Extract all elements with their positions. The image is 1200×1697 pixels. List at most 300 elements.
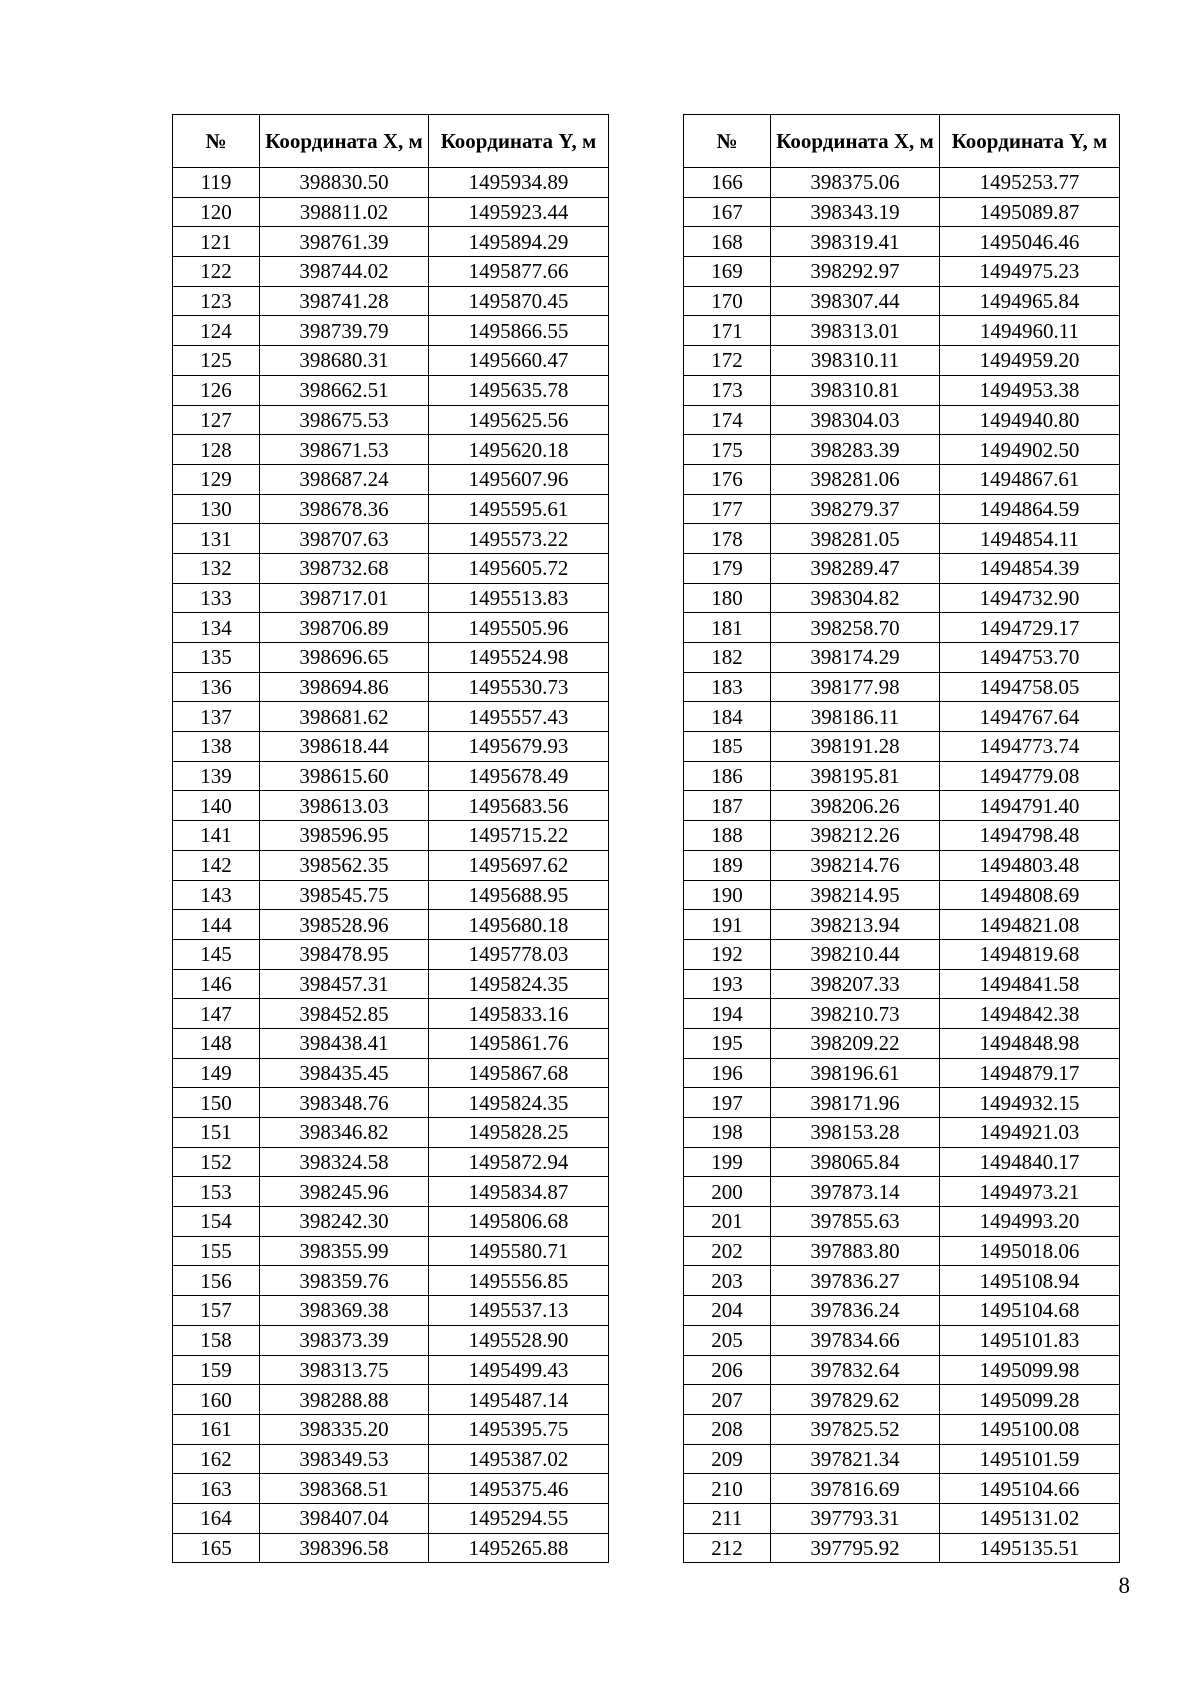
cell-number: 141 bbox=[173, 821, 260, 851]
table-row bbox=[173, 583, 609, 613]
cell-number: 189 bbox=[684, 850, 771, 880]
cell-y: 1495620.18 bbox=[429, 435, 609, 465]
table-row bbox=[684, 316, 1120, 346]
cell-x: 398662.51 bbox=[260, 375, 429, 405]
table-row bbox=[173, 346, 609, 376]
table-row bbox=[684, 850, 1120, 880]
cell-number: 162 bbox=[173, 1444, 260, 1474]
cell-number: 176 bbox=[684, 464, 771, 494]
cell-number: 120 bbox=[173, 197, 260, 227]
cell-y: 1494803.48 bbox=[940, 850, 1120, 880]
cell-x: 397832.64 bbox=[771, 1355, 940, 1385]
table-row bbox=[684, 1236, 1120, 1266]
cell-y: 1495806.68 bbox=[429, 1207, 609, 1237]
cell-x: 397883.80 bbox=[771, 1236, 940, 1266]
cell-x: 397855.63 bbox=[771, 1207, 940, 1237]
cell-x: 398279.37 bbox=[771, 494, 940, 524]
table-row bbox=[684, 1355, 1120, 1385]
cell-y: 1495625.56 bbox=[429, 405, 609, 435]
cell-x: 397816.69 bbox=[771, 1474, 940, 1504]
cell-y: 1494973.21 bbox=[940, 1177, 1120, 1207]
cell-number: 174 bbox=[684, 405, 771, 435]
cell-y: 1495605.72 bbox=[429, 553, 609, 583]
table-row bbox=[684, 1325, 1120, 1355]
cell-number: 121 bbox=[173, 227, 260, 257]
cell-y: 1494975.23 bbox=[940, 257, 1120, 287]
table-header-row bbox=[173, 115, 609, 168]
table-body-right bbox=[684, 168, 1120, 1563]
cell-number: 165 bbox=[173, 1533, 260, 1563]
cell-x: 398304.03 bbox=[771, 405, 940, 435]
cell-number: 129 bbox=[173, 464, 260, 494]
cell-number: 119 bbox=[173, 168, 260, 198]
cell-y: 1495131.02 bbox=[940, 1503, 1120, 1533]
cell-x: 398478.95 bbox=[260, 939, 429, 969]
cell-number: 128 bbox=[173, 435, 260, 465]
cell-y: 1495499.43 bbox=[429, 1355, 609, 1385]
table-row bbox=[173, 1147, 609, 1177]
table-row bbox=[173, 375, 609, 405]
cell-number: 186 bbox=[684, 761, 771, 791]
cell-x: 398289.47 bbox=[771, 553, 940, 583]
cell-y: 1495834.87 bbox=[429, 1177, 609, 1207]
table-row bbox=[173, 732, 609, 762]
cell-x: 397793.31 bbox=[771, 1503, 940, 1533]
cell-number: 164 bbox=[173, 1503, 260, 1533]
cell-x: 397873.14 bbox=[771, 1177, 940, 1207]
cell-x: 398375.06 bbox=[771, 168, 940, 198]
table-row bbox=[173, 1296, 609, 1326]
cell-x: 398687.24 bbox=[260, 464, 429, 494]
cell-x: 398206.26 bbox=[771, 791, 940, 821]
table-row bbox=[173, 672, 609, 702]
cell-y: 1495824.35 bbox=[429, 969, 609, 999]
cell-y: 1494791.40 bbox=[940, 791, 1120, 821]
table-row bbox=[173, 969, 609, 999]
cell-y: 1495557.43 bbox=[429, 702, 609, 732]
cell-number: 209 bbox=[684, 1444, 771, 1474]
cell-x: 398811.02 bbox=[260, 197, 429, 227]
cell-number: 185 bbox=[684, 732, 771, 762]
cell-x: 398348.76 bbox=[260, 1088, 429, 1118]
cell-number: 184 bbox=[684, 702, 771, 732]
cell-y: 1495688.95 bbox=[429, 880, 609, 910]
table-row bbox=[173, 850, 609, 880]
table-row bbox=[684, 405, 1120, 435]
cell-y: 1495934.89 bbox=[429, 168, 609, 198]
cell-y: 1494902.50 bbox=[940, 435, 1120, 465]
table-row bbox=[684, 1177, 1120, 1207]
table-row bbox=[684, 227, 1120, 257]
cell-x: 398213.94 bbox=[771, 910, 940, 940]
cell-number: 123 bbox=[173, 286, 260, 316]
table-row bbox=[173, 1385, 609, 1415]
cell-y: 1494960.11 bbox=[940, 316, 1120, 346]
cell-x: 397836.24 bbox=[771, 1296, 940, 1326]
cell-number: 204 bbox=[684, 1296, 771, 1326]
table-row bbox=[173, 168, 609, 198]
cell-number: 200 bbox=[684, 1177, 771, 1207]
cell-number: 175 bbox=[684, 435, 771, 465]
cell-number: 152 bbox=[173, 1147, 260, 1177]
table-row bbox=[684, 346, 1120, 376]
table-row bbox=[684, 494, 1120, 524]
cell-number: 172 bbox=[684, 346, 771, 376]
table-row bbox=[173, 1207, 609, 1237]
header-x: Координата X, м bbox=[260, 115, 429, 168]
table-row bbox=[173, 1355, 609, 1385]
cell-x: 398830.50 bbox=[260, 168, 429, 198]
cell-x: 398212.26 bbox=[771, 821, 940, 851]
cell-x: 398613.03 bbox=[260, 791, 429, 821]
cell-number: 171 bbox=[684, 316, 771, 346]
cell-y: 1494921.03 bbox=[940, 1118, 1120, 1148]
cell-number: 194 bbox=[684, 999, 771, 1029]
table-row bbox=[173, 1028, 609, 1058]
table-row bbox=[684, 464, 1120, 494]
cell-y: 1494959.20 bbox=[940, 346, 1120, 376]
cell-number: 195 bbox=[684, 1028, 771, 1058]
cell-number: 191 bbox=[684, 910, 771, 940]
cell-number: 169 bbox=[684, 257, 771, 287]
cell-x: 398281.05 bbox=[771, 524, 940, 554]
cell-number: 155 bbox=[173, 1236, 260, 1266]
cell-number: 154 bbox=[173, 1207, 260, 1237]
table-row bbox=[684, 1474, 1120, 1504]
table-row bbox=[173, 553, 609, 583]
cell-x: 398696.65 bbox=[260, 643, 429, 673]
cell-number: 124 bbox=[173, 316, 260, 346]
cell-y: 1495595.61 bbox=[429, 494, 609, 524]
cell-number: 135 bbox=[173, 643, 260, 673]
cell-x: 398435.45 bbox=[260, 1058, 429, 1088]
cell-y: 1495828.25 bbox=[429, 1118, 609, 1148]
cell-y: 1495018.06 bbox=[940, 1236, 1120, 1266]
table-row bbox=[684, 553, 1120, 583]
cell-y: 1494819.68 bbox=[940, 939, 1120, 969]
cell-x: 398313.01 bbox=[771, 316, 940, 346]
cell-number: 156 bbox=[173, 1266, 260, 1296]
cell-y: 1495866.55 bbox=[429, 316, 609, 346]
cell-x: 398174.29 bbox=[771, 643, 940, 673]
cell-x: 398452.85 bbox=[260, 999, 429, 1029]
cell-number: 149 bbox=[173, 1058, 260, 1088]
cell-x: 398343.19 bbox=[771, 197, 940, 227]
cell-y: 1495524.98 bbox=[429, 643, 609, 673]
table-row bbox=[173, 1325, 609, 1355]
cell-x: 398675.53 bbox=[260, 405, 429, 435]
cell-x: 398671.53 bbox=[260, 435, 429, 465]
cell-y: 1495089.87 bbox=[940, 197, 1120, 227]
table-row bbox=[173, 227, 609, 257]
cell-number: 145 bbox=[173, 939, 260, 969]
cell-number: 133 bbox=[173, 583, 260, 613]
cell-y: 1494854.39 bbox=[940, 553, 1120, 583]
cell-number: 193 bbox=[684, 969, 771, 999]
cell-number: 163 bbox=[173, 1474, 260, 1504]
table-row bbox=[173, 197, 609, 227]
cell-x: 398732.68 bbox=[260, 553, 429, 583]
cell-x: 398739.79 bbox=[260, 316, 429, 346]
cell-y: 1494864.59 bbox=[940, 494, 1120, 524]
cell-x: 398214.76 bbox=[771, 850, 940, 880]
cell-number: 197 bbox=[684, 1088, 771, 1118]
table-row bbox=[173, 791, 609, 821]
cell-number: 137 bbox=[173, 702, 260, 732]
cell-x: 398706.89 bbox=[260, 613, 429, 643]
cell-x: 398207.33 bbox=[771, 969, 940, 999]
cell-y: 1494932.15 bbox=[940, 1088, 1120, 1118]
cell-number: 126 bbox=[173, 375, 260, 405]
cell-number: 150 bbox=[173, 1088, 260, 1118]
cell-x: 398196.61 bbox=[771, 1058, 940, 1088]
table-row bbox=[173, 1503, 609, 1533]
cell-y: 1495894.29 bbox=[429, 227, 609, 257]
cell-number: 136 bbox=[173, 672, 260, 702]
cell-x: 398681.62 bbox=[260, 702, 429, 732]
table-row bbox=[173, 643, 609, 673]
cell-y: 1494840.17 bbox=[940, 1147, 1120, 1177]
coordinates-table-right bbox=[683, 114, 1120, 1563]
table-row bbox=[684, 732, 1120, 762]
cell-y: 1494821.08 bbox=[940, 910, 1120, 940]
cell-number: 201 bbox=[684, 1207, 771, 1237]
cell-y: 1495253.77 bbox=[940, 168, 1120, 198]
cell-x: 398186.11 bbox=[771, 702, 940, 732]
table-row bbox=[173, 1058, 609, 1088]
table-row bbox=[684, 702, 1120, 732]
cell-y: 1495101.83 bbox=[940, 1325, 1120, 1355]
cell-number: 151 bbox=[173, 1118, 260, 1148]
cell-y: 1495387.02 bbox=[429, 1444, 609, 1474]
cell-x: 398304.82 bbox=[771, 583, 940, 613]
table-row bbox=[684, 1058, 1120, 1088]
cell-y: 1494867.61 bbox=[940, 464, 1120, 494]
cell-x: 398346.82 bbox=[260, 1118, 429, 1148]
cell-y: 1495100.08 bbox=[940, 1414, 1120, 1444]
cell-number: 179 bbox=[684, 553, 771, 583]
cell-y: 1495715.22 bbox=[429, 821, 609, 851]
cell-number: 196 bbox=[684, 1058, 771, 1088]
cell-number: 138 bbox=[173, 732, 260, 762]
cell-y: 1495680.18 bbox=[429, 910, 609, 940]
cell-number: 198 bbox=[684, 1118, 771, 1148]
table-row bbox=[684, 880, 1120, 910]
cell-number: 212 bbox=[684, 1533, 771, 1563]
cell-x: 398618.44 bbox=[260, 732, 429, 762]
cell-number: 132 bbox=[173, 553, 260, 583]
cell-y: 1495678.49 bbox=[429, 761, 609, 791]
cell-number: 187 bbox=[684, 791, 771, 821]
cell-y: 1495530.73 bbox=[429, 672, 609, 702]
cell-y: 1495870.45 bbox=[429, 286, 609, 316]
cell-x: 398283.39 bbox=[771, 435, 940, 465]
cell-number: 134 bbox=[173, 613, 260, 643]
cell-x: 397836.27 bbox=[771, 1266, 940, 1296]
table-row bbox=[684, 1296, 1120, 1326]
cell-number: 157 bbox=[173, 1296, 260, 1326]
table-row bbox=[684, 761, 1120, 791]
table-row bbox=[173, 880, 609, 910]
cell-number: 160 bbox=[173, 1385, 260, 1415]
cell-y: 1494965.84 bbox=[940, 286, 1120, 316]
table-row bbox=[684, 1088, 1120, 1118]
cell-y: 1494753.70 bbox=[940, 643, 1120, 673]
table-row bbox=[173, 1533, 609, 1563]
table-row bbox=[684, 524, 1120, 554]
cell-y: 1495867.68 bbox=[429, 1058, 609, 1088]
cell-x: 398153.28 bbox=[771, 1118, 940, 1148]
header-y: Координата Y, м bbox=[429, 115, 609, 168]
table-row bbox=[173, 1088, 609, 1118]
cell-y: 1495833.16 bbox=[429, 999, 609, 1029]
cell-y: 1494729.17 bbox=[940, 613, 1120, 643]
cell-y: 1495104.68 bbox=[940, 1296, 1120, 1326]
cell-y: 1494953.38 bbox=[940, 375, 1120, 405]
cell-number: 143 bbox=[173, 880, 260, 910]
cell-y: 1494808.69 bbox=[940, 880, 1120, 910]
cell-number: 192 bbox=[684, 939, 771, 969]
cell-x: 398615.60 bbox=[260, 761, 429, 791]
cell-y: 1495108.94 bbox=[940, 1266, 1120, 1296]
cell-x: 398210.44 bbox=[771, 939, 940, 969]
table-row bbox=[173, 1414, 609, 1444]
table-row bbox=[684, 197, 1120, 227]
cell-number: 190 bbox=[684, 880, 771, 910]
cell-x: 398313.75 bbox=[260, 1355, 429, 1385]
cell-y: 1495375.46 bbox=[429, 1474, 609, 1504]
table-row bbox=[684, 613, 1120, 643]
cell-y: 1495101.59 bbox=[940, 1444, 1120, 1474]
table-row bbox=[684, 435, 1120, 465]
cell-number: 173 bbox=[684, 375, 771, 405]
cell-x: 398281.06 bbox=[771, 464, 940, 494]
cell-number: 207 bbox=[684, 1385, 771, 1415]
table-row bbox=[684, 583, 1120, 613]
cell-number: 206 bbox=[684, 1355, 771, 1385]
table-row bbox=[684, 168, 1120, 198]
cell-number: 180 bbox=[684, 583, 771, 613]
cell-y: 1495556.85 bbox=[429, 1266, 609, 1296]
table-row bbox=[173, 999, 609, 1029]
cell-y: 1495635.78 bbox=[429, 375, 609, 405]
cell-x: 398744.02 bbox=[260, 257, 429, 287]
cell-x: 398707.63 bbox=[260, 524, 429, 554]
cell-number: 167 bbox=[684, 197, 771, 227]
table-row bbox=[173, 1118, 609, 1148]
cell-x: 398210.73 bbox=[771, 999, 940, 1029]
cell-number: 125 bbox=[173, 346, 260, 376]
cell-y: 1495395.75 bbox=[429, 1414, 609, 1444]
cell-y: 1494773.74 bbox=[940, 732, 1120, 762]
table-row bbox=[684, 791, 1120, 821]
cell-number: 205 bbox=[684, 1325, 771, 1355]
table-row bbox=[684, 257, 1120, 287]
cell-x: 398242.30 bbox=[260, 1207, 429, 1237]
cell-y: 1495607.96 bbox=[429, 464, 609, 494]
table-row bbox=[684, 1444, 1120, 1474]
cell-number: 147 bbox=[173, 999, 260, 1029]
cell-x: 398373.39 bbox=[260, 1325, 429, 1355]
cell-number: 168 bbox=[684, 227, 771, 257]
table-row bbox=[173, 316, 609, 346]
cell-y: 1495099.98 bbox=[940, 1355, 1120, 1385]
table-row bbox=[173, 435, 609, 465]
cell-number: 159 bbox=[173, 1355, 260, 1385]
cell-number: 146 bbox=[173, 969, 260, 999]
cell-y: 1494854.11 bbox=[940, 524, 1120, 554]
cell-number: 130 bbox=[173, 494, 260, 524]
cell-x: 397821.34 bbox=[771, 1444, 940, 1474]
table-row bbox=[173, 910, 609, 940]
cell-y: 1495683.56 bbox=[429, 791, 609, 821]
cell-number: 122 bbox=[173, 257, 260, 287]
cell-x: 398457.31 bbox=[260, 969, 429, 999]
table-row bbox=[684, 1118, 1120, 1148]
cell-x: 397795.92 bbox=[771, 1533, 940, 1563]
cell-number: 178 bbox=[684, 524, 771, 554]
cell-y: 1495580.71 bbox=[429, 1236, 609, 1266]
table-row bbox=[684, 643, 1120, 673]
cell-x: 398177.98 bbox=[771, 672, 940, 702]
cell-x: 398307.44 bbox=[771, 286, 940, 316]
cell-number: 158 bbox=[173, 1325, 260, 1355]
cell-y: 1494993.20 bbox=[940, 1207, 1120, 1237]
cell-x: 398355.99 bbox=[260, 1236, 429, 1266]
cell-number: 177 bbox=[684, 494, 771, 524]
cell-x: 398065.84 bbox=[771, 1147, 940, 1177]
cell-number: 181 bbox=[684, 613, 771, 643]
cell-x: 398288.88 bbox=[260, 1385, 429, 1415]
cell-x: 398209.22 bbox=[771, 1028, 940, 1058]
table-row bbox=[173, 464, 609, 494]
table-row bbox=[684, 1207, 1120, 1237]
cell-y: 1495528.90 bbox=[429, 1325, 609, 1355]
page-number: 8 bbox=[1118, 1573, 1130, 1598]
table-row bbox=[173, 257, 609, 287]
cell-y: 1495660.47 bbox=[429, 346, 609, 376]
cell-y: 1495046.46 bbox=[940, 227, 1120, 257]
cell-number: 183 bbox=[684, 672, 771, 702]
cell-x: 398407.04 bbox=[260, 1503, 429, 1533]
cell-x: 398324.58 bbox=[260, 1147, 429, 1177]
cell-number: 208 bbox=[684, 1414, 771, 1444]
cell-x: 398214.95 bbox=[771, 880, 940, 910]
cell-x: 398368.51 bbox=[260, 1474, 429, 1504]
cell-x: 398292.97 bbox=[771, 257, 940, 287]
cell-x: 398741.28 bbox=[260, 286, 429, 316]
cell-y: 1494879.17 bbox=[940, 1058, 1120, 1088]
cell-number: 139 bbox=[173, 761, 260, 791]
cell-number: 182 bbox=[684, 643, 771, 673]
cell-y: 1494758.05 bbox=[940, 672, 1120, 702]
table-row bbox=[173, 1236, 609, 1266]
cell-y: 1494767.64 bbox=[940, 702, 1120, 732]
table-row bbox=[684, 1266, 1120, 1296]
cell-y: 1495099.28 bbox=[940, 1385, 1120, 1415]
cell-x: 398191.28 bbox=[771, 732, 940, 762]
table-row bbox=[173, 702, 609, 732]
cell-x: 398717.01 bbox=[260, 583, 429, 613]
table-header-row bbox=[684, 115, 1120, 168]
cell-y: 1495923.44 bbox=[429, 197, 609, 227]
table-row bbox=[684, 286, 1120, 316]
cell-number: 211 bbox=[684, 1503, 771, 1533]
table-body-left bbox=[173, 168, 609, 1563]
cell-y: 1495505.96 bbox=[429, 613, 609, 643]
table-row bbox=[684, 1028, 1120, 1058]
cell-y: 1495573.22 bbox=[429, 524, 609, 554]
